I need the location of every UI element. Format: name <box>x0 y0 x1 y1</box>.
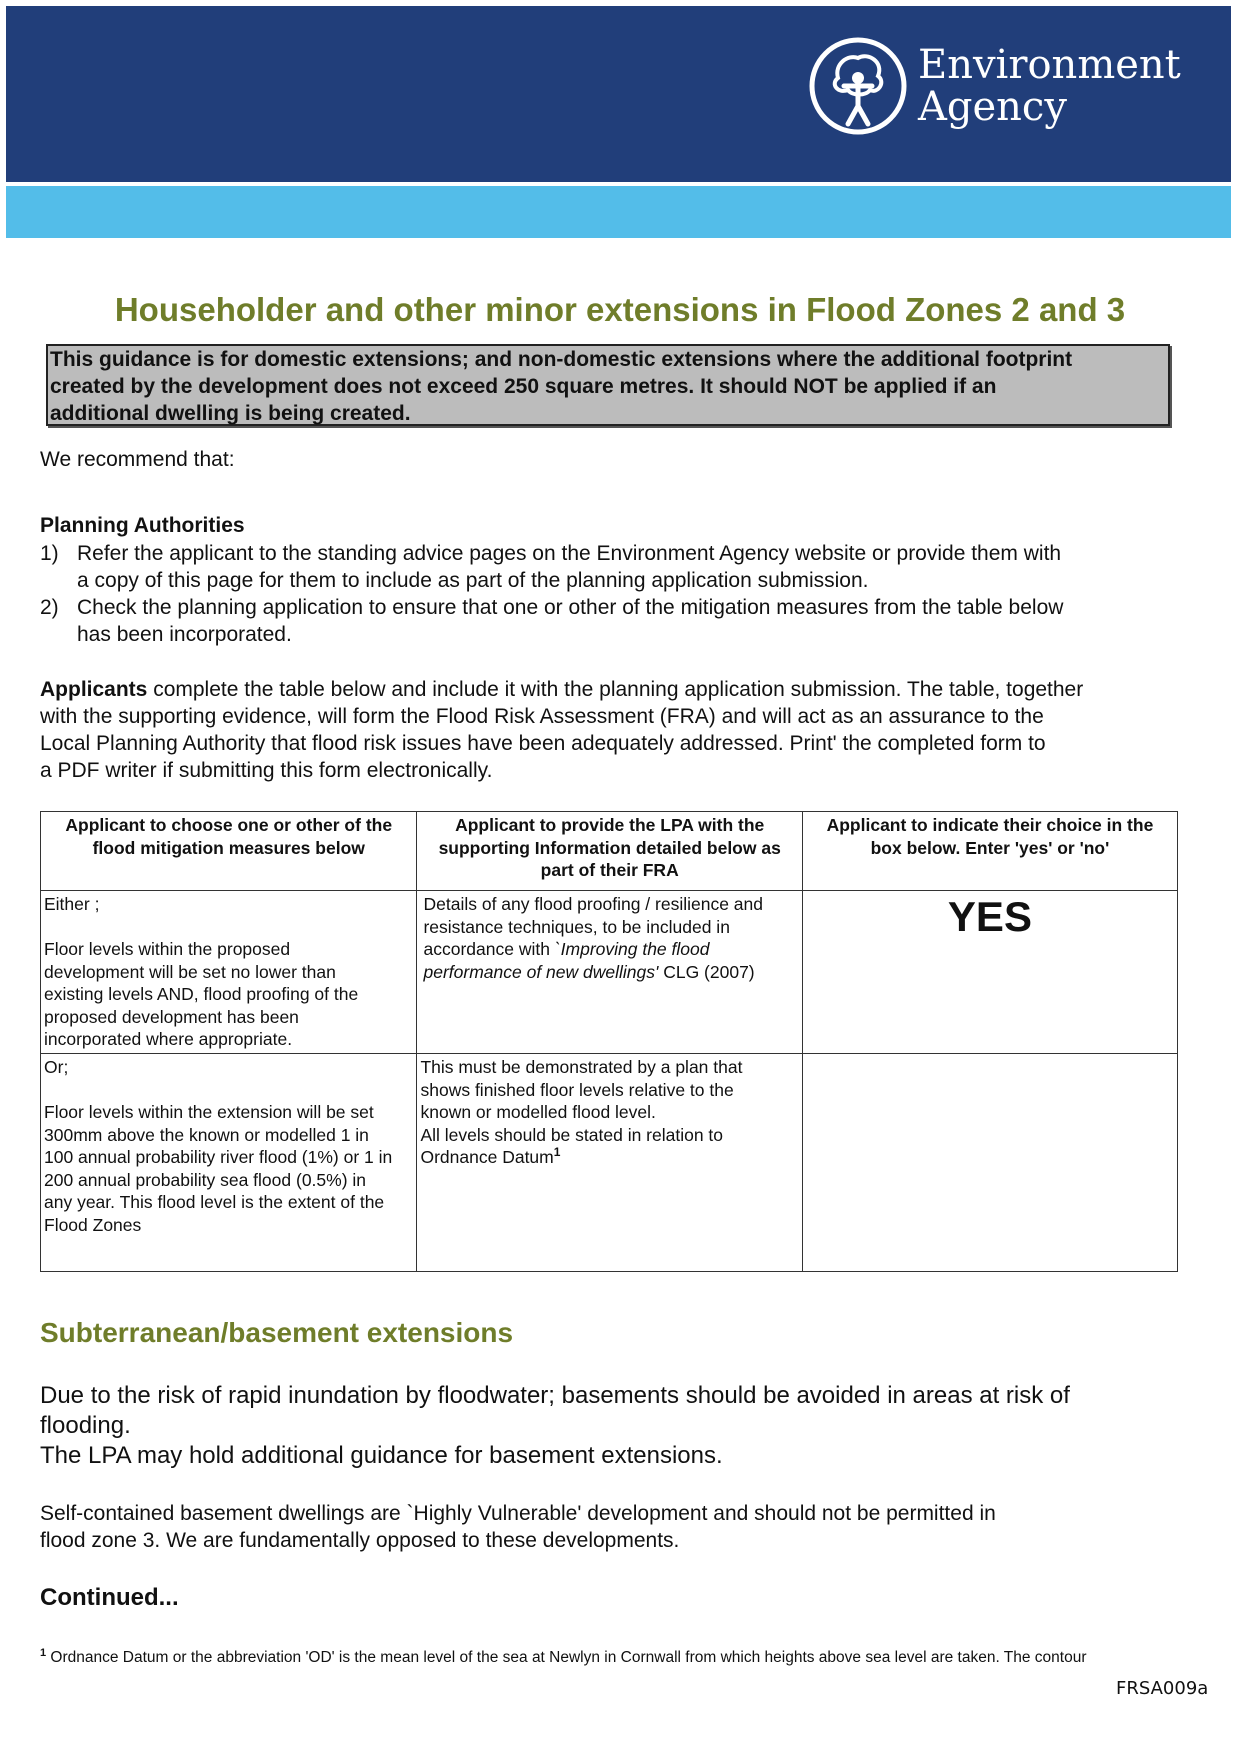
cell-line <box>423 938 798 961</box>
environment-agency-logo <box>808 34 1181 138</box>
cell-text-italic: performance of new dwellings' <box>423 961 659 982</box>
cell-line: shows finished floor levels relative to the <box>420 1079 734 1100</box>
tree-figure-icon <box>808 34 908 138</box>
cell-line: 300mm above the known or modelled 1 in <box>44 1124 369 1145</box>
list-item <box>40 594 1180 648</box>
list-item-line: has been incorporated. <box>77 623 292 646</box>
header-line: part of their FRA <box>540 860 679 880</box>
footnote-marker: 1 <box>40 1647 47 1659</box>
cell-line: development will be set no lower than <box>44 961 336 982</box>
continued-label: Continued... <box>40 1584 179 1611</box>
cell-line: This must be demonstrated by a plan that <box>420 1057 743 1078</box>
basement-paragraph-1 <box>40 1381 1190 1441</box>
table-row <box>41 1054 1178 1272</box>
cell-line: All levels should be stated in relation to <box>420 1124 724 1145</box>
logo-line-2: Agency <box>918 84 1067 130</box>
cell-line: proposed development has been <box>44 1006 299 1027</box>
header-cell-supporting-info <box>417 812 802 891</box>
list-item <box>40 540 1180 594</box>
cell-line: 200 annual probability sea flood (0.5%) in <box>44 1169 367 1190</box>
cell-line: incorporated where appropriate. <box>44 1029 293 1050</box>
cell-line <box>420 1146 798 1169</box>
table-row <box>41 891 1178 1054</box>
header-stripe <box>6 186 1231 238</box>
header-line: supporting Information detailed below as <box>438 837 781 858</box>
measure-cell-option-1 <box>41 891 417 1054</box>
applicants-paragraph <box>40 676 1190 784</box>
cell-line: Or; <box>44 1057 69 1078</box>
basement-paragraph-3 <box>40 1500 1190 1554</box>
measure-cell-option-2 <box>41 1054 417 1272</box>
list-item-line: Refer the applicant to the standing advice pages on the Environment Agency website or provide them with <box>77 542 1062 565</box>
paragraph-line: Self-contained basement dwellings are `Highly Vulnerable' development and should not be permitted in <box>40 1502 996 1525</box>
document-code: FRSA009a <box>1116 1678 1209 1699</box>
scope-line-3: additional dwelling is being created. <box>50 402 411 425</box>
cell-line: existing levels AND, flood proofing of the <box>44 984 359 1005</box>
cell-line: resistance techniques, to be included in <box>423 916 730 937</box>
applicants-text: complete the table below and include it with the planning application submission. The table, together <box>147 678 1084 701</box>
info-cell-option-2 <box>417 1054 802 1272</box>
page-title: Householder and other minor extensions in Flood Zones 2 and 3 <box>114 291 1126 328</box>
planning-authorities-list <box>40 540 1180 648</box>
cell-line: 100 annual probability river flood (1%) or 1 in <box>44 1147 393 1168</box>
list-item-number: 1) <box>40 542 59 565</box>
cell-text: CLG (2007) <box>658 961 755 982</box>
cell-text-italic: `Improving the flood <box>554 939 710 960</box>
list-item-line: Check the planning application to ensure that one or other of the mitigation measures from the table below <box>77 596 1064 619</box>
cell-spacer <box>44 1079 413 1102</box>
paragraph-line: flood zone 3. We are fundamentally opposed to these developments. <box>40 1529 680 1552</box>
cell-line: Either ; <box>44 894 100 915</box>
footnote-ref: 1 <box>553 1145 561 1160</box>
cell-spacer <box>44 916 413 939</box>
basement-heading: Subterranean/basement extensions <box>40 1317 514 1348</box>
recommend-intro: We recommend that: <box>40 448 235 471</box>
header-cell-measures <box>41 812 417 891</box>
table-header-row <box>41 812 1178 891</box>
cell-line: Floor levels within the extension will be set <box>44 1102 374 1123</box>
applicants-line-1 <box>40 676 1190 703</box>
cell-line: Floor levels within the proposed <box>44 939 291 960</box>
footnote-text: Ordnance Datum or the abbreviation 'OD' is the mean level of the sea at Newlyn in Cornwall from which heights above sea level are taken. The contour <box>46 1649 1087 1666</box>
cell-line: Flood Zones <box>44 1214 142 1235</box>
basement-paragraph-2: The LPA may hold additional guidance for basement extensions. <box>40 1442 723 1469</box>
scope-line-1: This guidance is for domestic extensions; and non-domestic extensions where the additional footprint <box>50 348 1073 371</box>
scope-line-2: created by the development does not exceed 250 square metres. It should NOT be applied if an <box>50 375 997 398</box>
fra-table <box>40 811 1178 1272</box>
cell-line <box>423 961 798 984</box>
logo-wordmark <box>918 44 1181 128</box>
cell-text: accordance with <box>423 939 555 960</box>
cell-text: Ordnance Datum <box>420 1147 554 1168</box>
cell-line: known or modelled flood level. <box>420 1102 656 1123</box>
choice-cell-option-1[interactable]: YES <box>802 891 1177 1054</box>
cell-line: Details of any flood proofing / resilience and <box>423 894 763 915</box>
header-line: box below. Enter 'yes' or 'no' <box>870 837 1110 858</box>
scope-notice-box <box>46 344 1170 426</box>
paragraph-line: flooding. <box>40 1412 131 1439</box>
list-item-number: 2) <box>40 596 59 619</box>
cell-line: any year. This flood level is the extent of the <box>44 1192 385 1213</box>
list-item-line: a copy of this page for them to include as part of the planning application submission. <box>77 569 869 592</box>
applicants-line-4: a PDF writer if submitting this form electronically. <box>40 759 493 782</box>
footnote <box>40 1648 1220 1668</box>
header-line: flood mitigation measures below <box>92 837 365 858</box>
header-line: Applicant to indicate their choice in the <box>826 815 1154 835</box>
header-line: Applicant to choose one or other of the <box>65 815 393 835</box>
choice-cell-option-2[interactable] <box>802 1054 1177 1272</box>
info-cell-option-1 <box>417 891 802 1054</box>
paragraph-line: Due to the risk of rapid inundation by floodwater; basements should be avoided in areas at risk of <box>40 1382 1070 1409</box>
applicants-bold: Applicants <box>40 678 148 701</box>
applicants-line-3: Local Planning Authority that flood risk issues have been adequately addressed. Print' the completed form to <box>40 732 1046 755</box>
header-cell-choice <box>802 812 1177 891</box>
planning-authorities-heading: Planning Authorities <box>40 514 245 537</box>
applicants-line-2: with the supporting evidence, will form the Flood Risk Assessment (FRA) and will act as an assurance to the <box>40 705 1044 728</box>
header-line: Applicant to provide the LPA with the <box>455 815 765 835</box>
logo-line-1: Environment <box>918 42 1181 88</box>
